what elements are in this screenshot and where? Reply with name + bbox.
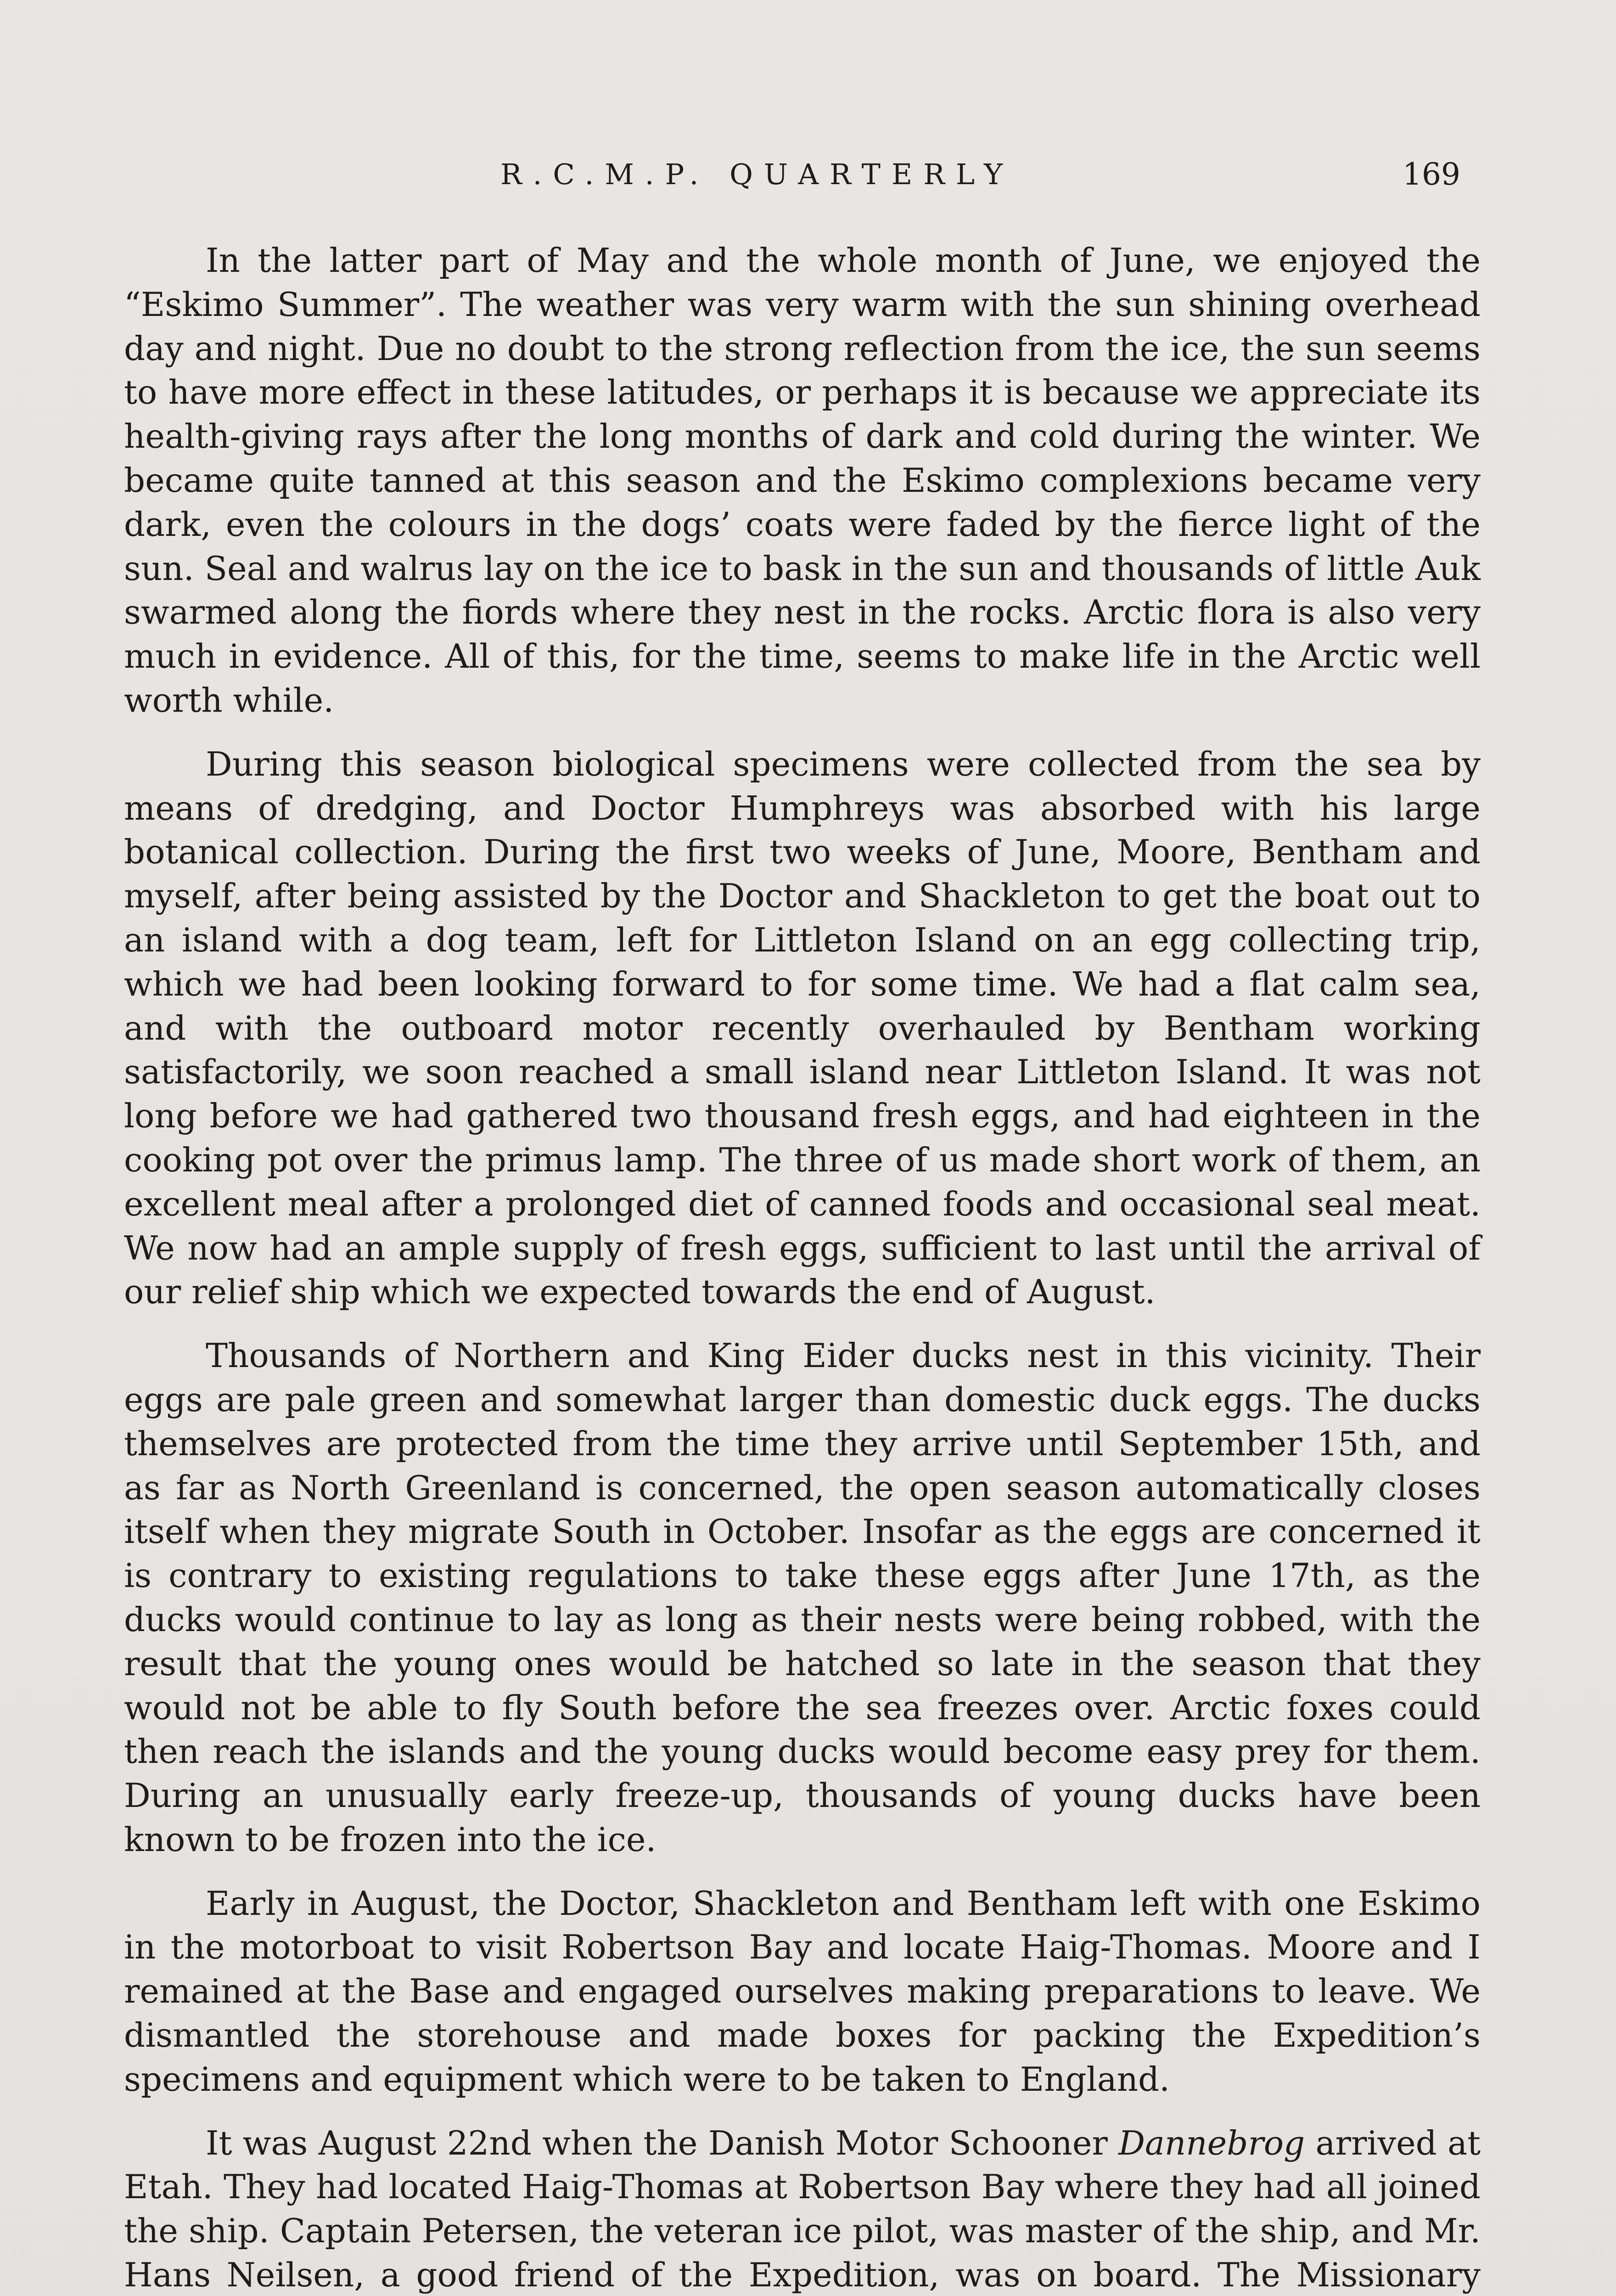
paragraph-eskimo-summer: In the latter part of May and the whole month of June, we enjoyed the “Eskimo Summer”. The weather was very warm with the sun shining overhead day and night. Due no doubt to the strong reflection from the ice, the sun seems to have more effect in these latitudes, or perhaps it is because we appreciate its health-giving rays after the long months of dark and cold during the winter. We became quite tanned at this season and the Eskimo complexions became very dark, even the colours in the dogs’ coats were faded by the fierce light of the sun. Seal and walrus lay on the ice to bask in the sun and thousands of little Auk swarmed along the fiords where they nest in the rocks. Arctic flora is also very much in evidence. All of this, for the time, seems to make life in the Arctic well worth while. bbox=[124, 241, 1481, 720]
paragraph-egg-collecting-trip: During this season biological specimens were collected from the sea by means of dredging, and Doctor Humphreys was absorbed with his large botanical collection. During the first two weeks of June, Moore, Bentham and myself, after being assisted by the Doctor and Shackleton to get the boat out to an island with a dog team, left for Littleton Island on an egg collecting trip, which we had been looking forward to for some time. We had a flat calm sea, and with the outboard motor recently overhauled by Bentham working satisfactorily, we soon reached a small island near Littleton Island. It was not long before we had gathered two thousand fresh eggs, and had eighteen in the cooking pot over the primus lamp. The three of us made short work of them, an excellent meal after a prolonged diet of canned foods and occasional seal meat. We now had an ample supply of fresh eggs, sufficient to last until the arrival of our relief ship which we expected towards the end of August. bbox=[124, 744, 1481, 1311]
ship-arrival-text-start: It was August 22nd when the Danish Motor Schooner bbox=[206, 2123, 1119, 2162]
paragraph-preparations-to-leave: Early in August, the Doctor, Shackleton and Bentham left with one Eskimo in the motorboat to visit Robertson Bay and locate Haig-Thomas. Moore and I remained at the Base and engaged ourselves making preparations to leave. We dismantled the storehouse and made boxes for packing the Expedition’s specimens and equipment which were to be taken to England. bbox=[124, 1884, 1481, 2099]
page-number: 169 bbox=[1403, 157, 1460, 192]
running-head bbox=[0, 152, 1616, 197]
ship-name: Dannebrog bbox=[1118, 2123, 1305, 2162]
paragraph-eider-ducks: Thousands of Northern and King Eider ducks nest in this vicinity. Their eggs are pale green and somewhat larger than domestic duck eggs. The ducks themselves are protected from the time they arrive until September 15th, and as far as North Greenland is concerned, the open season automatically closes itself when they migrate South in October. Insofar as the eggs are concerned it is contrary to existing regulations to take these eggs after June 17th, as the ducks would continue to lay as long as their nests were being robbed, with the result that the young ones would be hatched so late in the season that they would not be able to fly South before the sea freezes over. Arctic foxes could then reach the islands and the young ducks would become easy prey for them. During an unusually early freeze-up, thousands of young ducks have been known to be frozen into the ice. bbox=[124, 1336, 1481, 1859]
article-body bbox=[124, 239, 1481, 2296]
paragraph-ship-arrival bbox=[124, 2122, 1481, 2296]
journal-title: R.C.M.P. QUARTERLY bbox=[500, 158, 1014, 191]
ship-arrival-text-end: arrived at Etah. They had located Haig-Thomas at Robertson Bay where they had all joined the ship. Captain Petersen, the veteran ice pilot, was master of the ship, and Mr. Hans Neilsen, a good friend of the Expedition, was on board. The Missionary bbox=[124, 2123, 1481, 2295]
